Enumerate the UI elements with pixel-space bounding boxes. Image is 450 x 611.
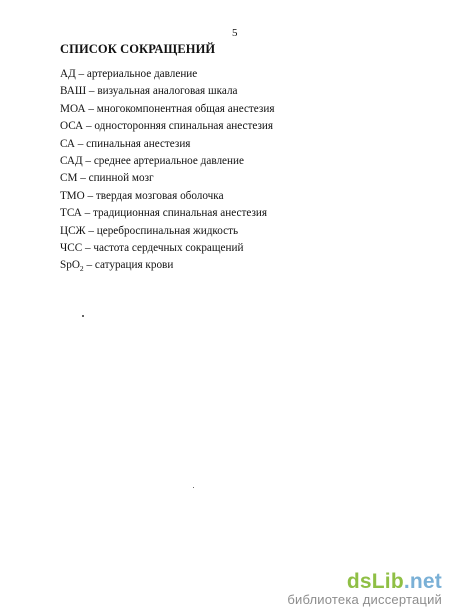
abbreviation-term: ТМО (60, 189, 85, 202)
abbreviation-term: ВАШ (60, 85, 87, 98)
abbreviation-definition: многокомпонентная общая анестезия (96, 102, 275, 115)
abbreviation-term: АД (60, 68, 76, 80)
abbreviation-definition: частота сердечных сокращений (93, 241, 244, 254)
abbreviation-definition: среднее артериальное давление (93, 154, 244, 167)
abbreviation-item (60, 118, 274, 135)
abbreviation-list (60, 66, 274, 275)
abbreviation-term: SpO (60, 259, 80, 272)
abbreviation-term: САД (60, 154, 83, 167)
abbreviation-separator: – (82, 241, 94, 254)
watermark-logo[interactable] (287, 571, 442, 593)
abbreviation-term: ТСА (60, 207, 82, 220)
abbreviation-separator: – (83, 259, 95, 272)
abbreviation-separator: – (75, 68, 87, 80)
page-title: СПИСОК СОКРАЩЕНИЙ (60, 42, 216, 56)
abbreviation-separator: – (85, 102, 97, 115)
scan-speck (193, 487, 194, 488)
abbreviation-definition: сатурация крови (94, 259, 174, 272)
abbreviation-item (60, 240, 274, 257)
abbreviation-item (60, 66, 274, 83)
abbreviation-term: ЧСС (60, 241, 83, 254)
abbreviation-item (60, 223, 274, 240)
abbreviation-definition: спинальная анестезия (86, 137, 191, 150)
abbreviation-definition: спинной мозг (88, 172, 154, 185)
abbreviation-separator: – (84, 189, 96, 202)
abbreviation-definition: традиционная спинальная анестезия (93, 207, 268, 220)
abbreviation-definition: односторонняя спинальная анестезия (94, 120, 274, 133)
abbreviation-item (60, 188, 274, 205)
abbreviation-item (60, 83, 274, 100)
abbreviation-item (60, 153, 274, 170)
page-number: 5 (232, 27, 238, 39)
abbreviation-item (60, 136, 274, 153)
abbreviation-definition: артериальное давление (86, 68, 198, 80)
abbreviation-definition: твердая мозговая оболочка (95, 189, 224, 202)
abbreviation-term: СА (60, 137, 75, 150)
abbreviation-item (60, 257, 274, 274)
abbreviation-term: ЦСЖ (60, 224, 86, 237)
abbreviation-separator: – (83, 120, 95, 133)
logo-part-lib: Lib (371, 570, 404, 593)
logo-part-ds: ds (346, 570, 372, 593)
abbreviation-item (60, 101, 274, 118)
abbreviation-definition: цереброспинальная жидкость (96, 224, 239, 237)
abbreviation-separator: – (82, 154, 94, 167)
abbreviation-separator: – (77, 172, 89, 185)
logo-part-net: .net (403, 570, 442, 593)
abbreviation-separator: – (74, 137, 87, 150)
abbreviation-subscript: 2 (79, 264, 84, 274)
abbreviation-item (60, 205, 274, 222)
abbreviation-separator: – (86, 85, 98, 98)
abbreviation-item (60, 170, 274, 187)
abbreviation-term: СМ (60, 172, 78, 185)
watermark[interactable] (287, 571, 442, 607)
abbreviation-term: МОА (60, 102, 86, 115)
abbreviation-definition: визуальная аналоговая шкала (97, 85, 238, 98)
watermark-subtitle: библиотека диссертаций (287, 592, 442, 607)
abbreviation-term: ОСА (60, 120, 84, 133)
scan-speck (82, 315, 84, 317)
abbreviation-separator: – (81, 207, 94, 220)
abbreviation-separator: – (85, 224, 97, 237)
